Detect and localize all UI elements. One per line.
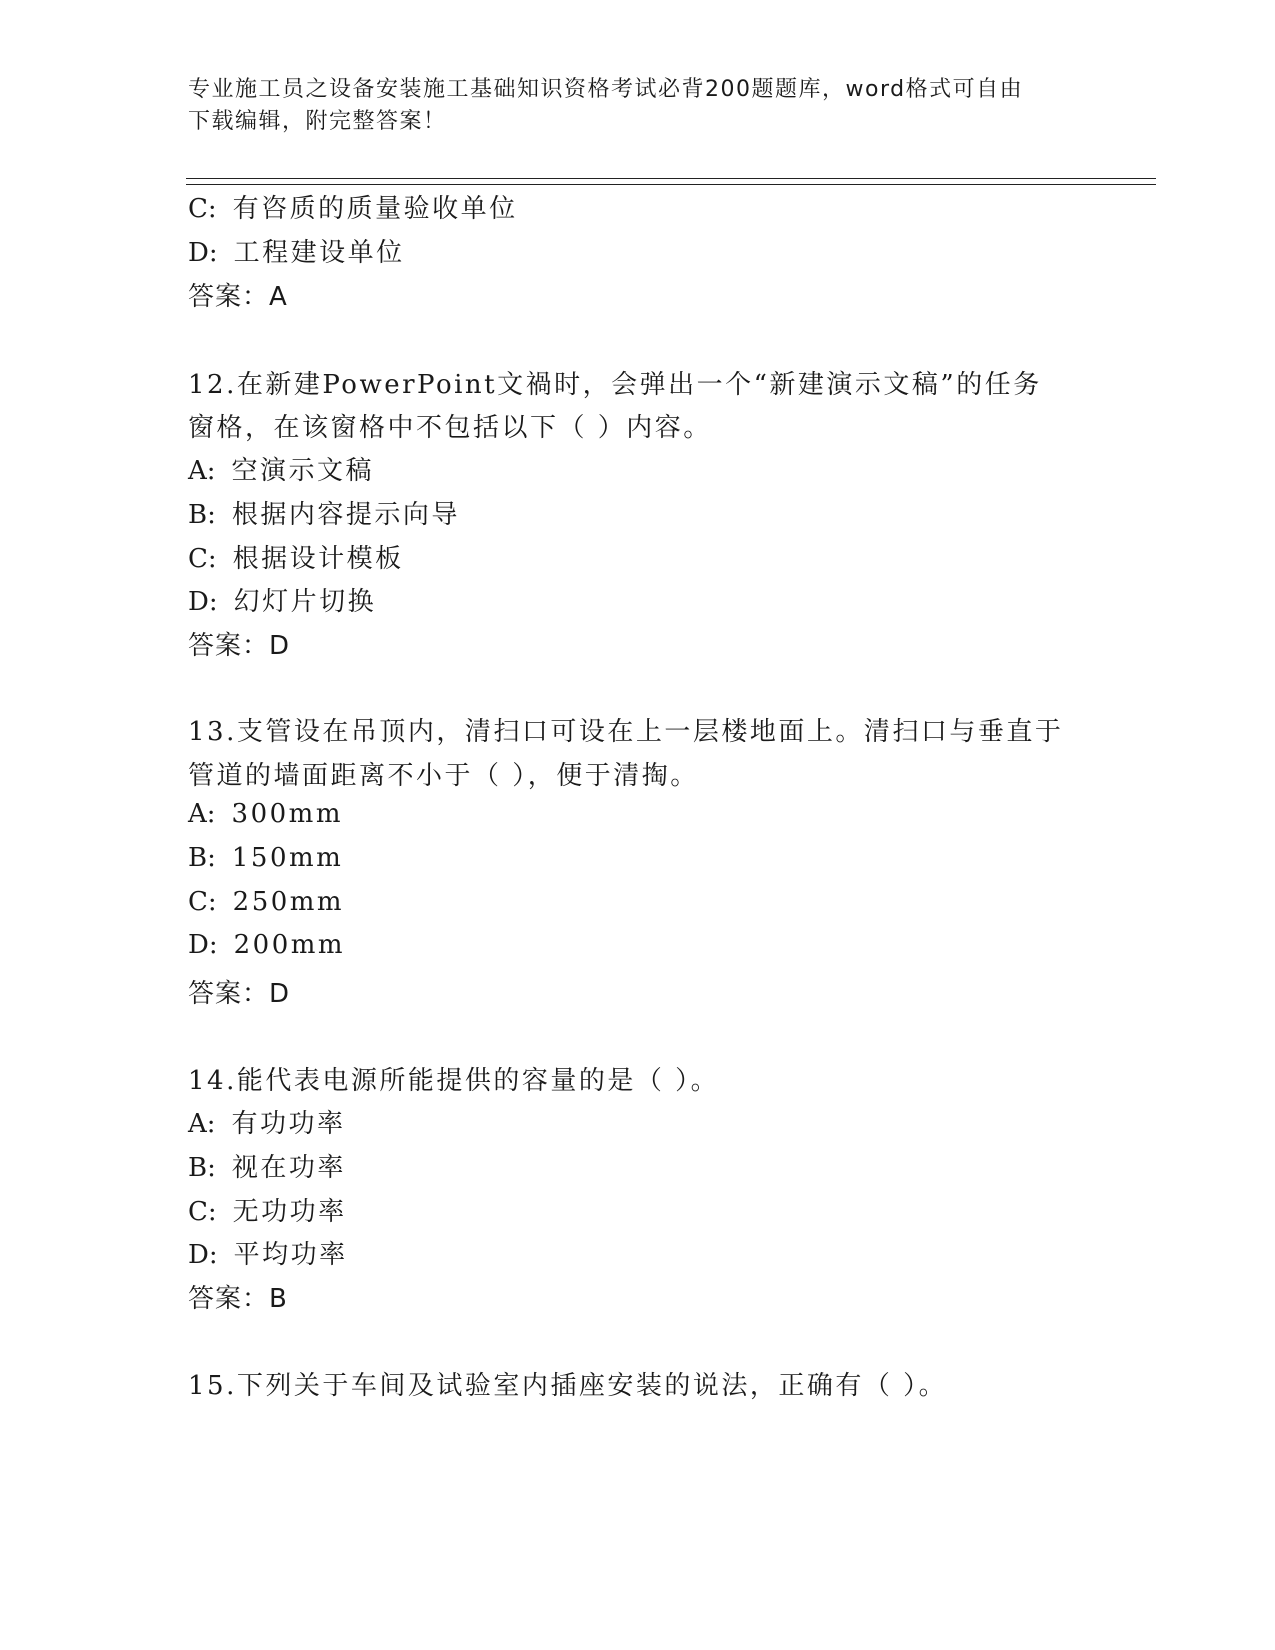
question-13-option-c: C: 250mm [188, 887, 345, 917]
header-double-rule [186, 178, 1156, 185]
page-header [188, 74, 1068, 138]
question-13-answer: 答案：D [188, 979, 291, 1009]
question-14-option-c: C: 无功功率 [188, 1197, 347, 1227]
option-c: C: 有咨质的质量验收单位 [188, 194, 518, 224]
question-12-stem-line-2: 窗格，在该窗格中不包括以下（ ）内容。 [188, 413, 712, 443]
question-13-stem-line-1: 13.支管设在吊顶内，清扫口可设在上一层楼地面上。清扫口与垂直于 [188, 717, 1064, 747]
question-13-option-d: D: 200mm [188, 930, 346, 960]
question-12-option-c: C: 根据设计模板 [188, 544, 404, 574]
header-title-line-1: 专业施工员之设备安装施工基础知识资格考试必背200题题库，word格式可自由 [188, 77, 1024, 102]
question-12-option-a: A: 空演示文稿 [188, 456, 375, 486]
question-14-answer: 答案：B [188, 1284, 288, 1314]
question-12-answer: 答案：D [188, 631, 291, 661]
question-12-option-d: D: 幻灯片切换 [188, 587, 377, 617]
option-d: D: 工程建设单位 [188, 238, 405, 268]
question-15-stem-line-1: 15.下列关于车间及试验室内插座安装的说法，正确有（ ）。 [188, 1371, 948, 1401]
question-14-option-a: A: 有功功率 [188, 1109, 346, 1139]
question-14-option-b: B: 视在功率 [188, 1153, 346, 1183]
question-13-stem-line-2: 管道的墙面距离不小于（ ），便于清掏。 [188, 761, 699, 791]
question-14-stem-line-1: 14.能代表电源所能提供的容量的是（ ）。 [188, 1066, 720, 1096]
question-13-option-b: B: 150mm [188, 843, 344, 873]
question-12-stem-line-1: 12.在新建PowerPoint文禍时，会弹出一个“新建演示文稿”的任务 [188, 370, 1042, 400]
question-14-option-d: D: 平均功率 [188, 1240, 348, 1270]
answer: 答案：A [188, 282, 288, 312]
question-12-option-b: B: 根据内容提示向导 [188, 500, 460, 530]
header-title-line-2: 下载编辑，附完整答案！ [188, 109, 447, 134]
question-13-option-a: A: 300mm [188, 799, 343, 829]
